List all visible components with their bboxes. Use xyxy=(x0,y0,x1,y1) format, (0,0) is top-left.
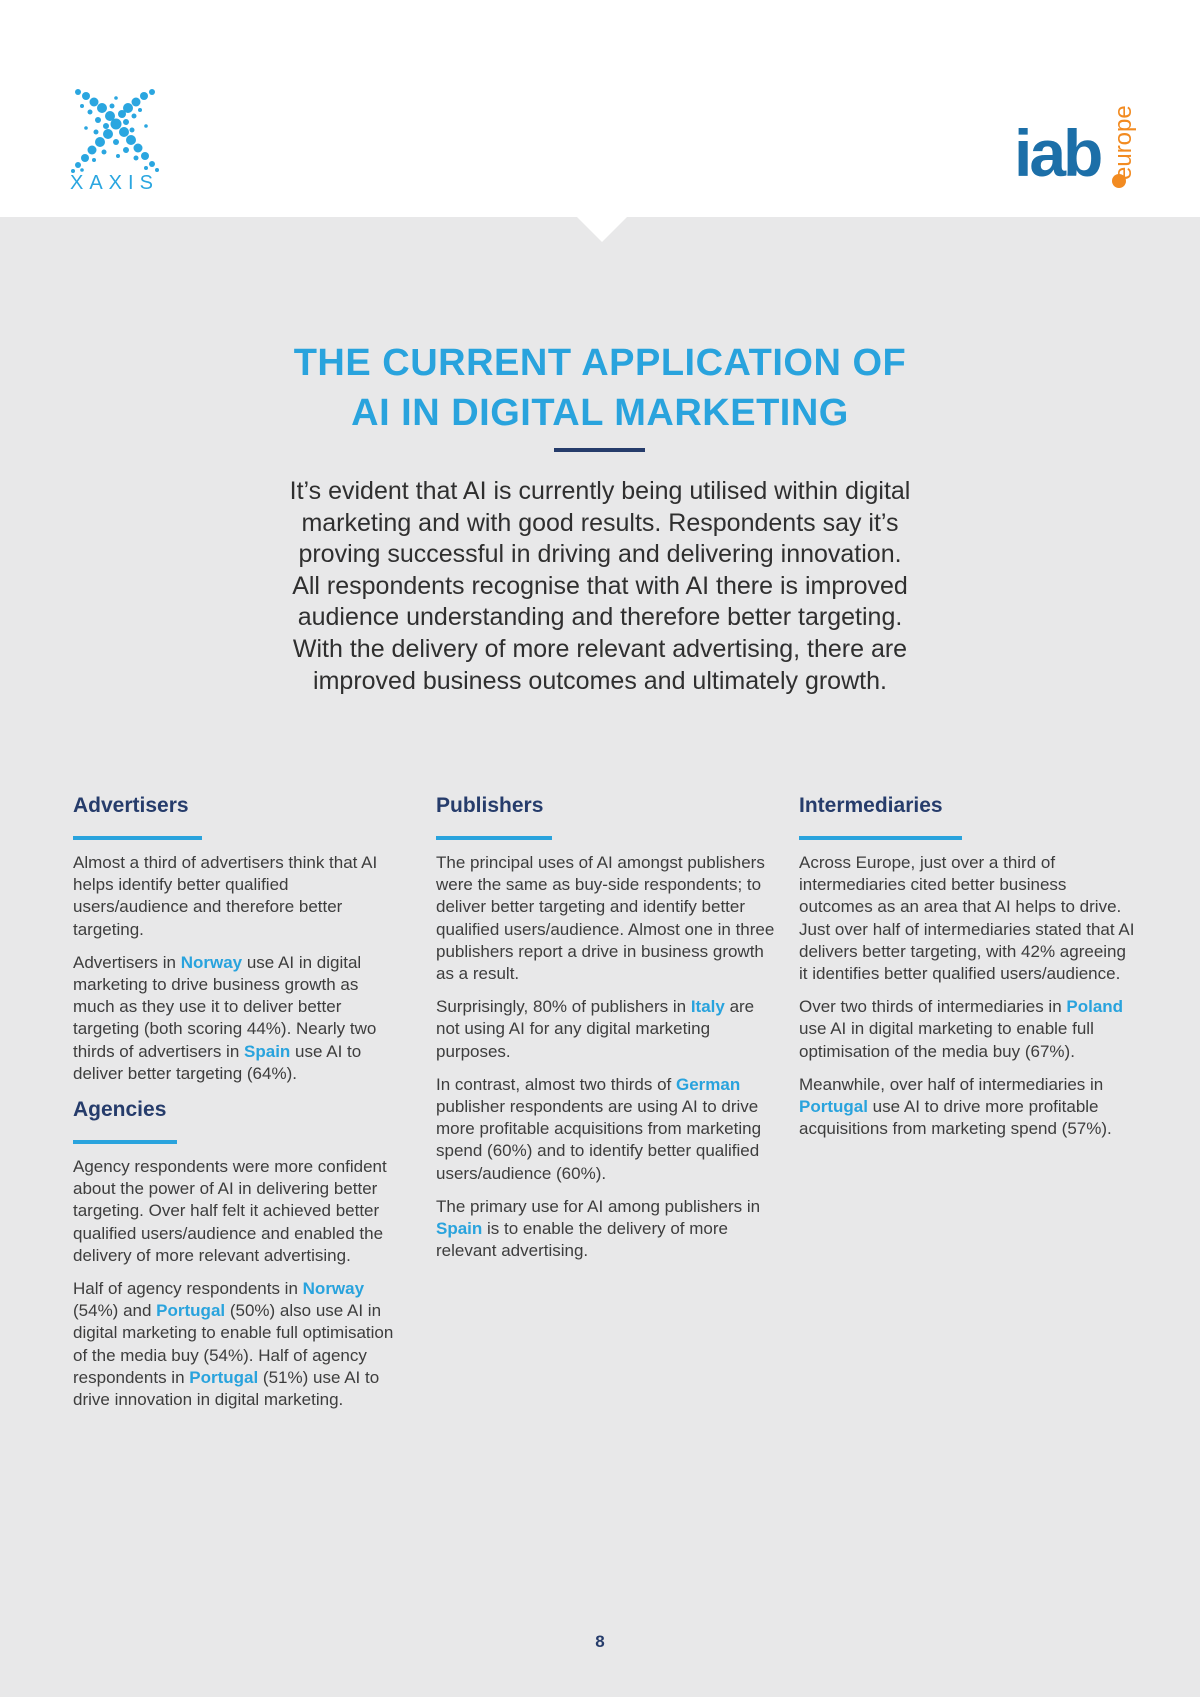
body-paragraph: Half of agency respondents in Norway (54%) and Portugal (50%) also use AI in digital marketing to enable full optimisation of the media buy (54%). Half of agency respondents in Portugal (51%) use AI to drive innovation in digital marketing. xyxy=(73,1279,394,1410)
section-heading-agencies: Agencies xyxy=(73,1098,167,1122)
intro-line: marketing and with good results. Respondents say it’s xyxy=(301,508,899,537)
country-highlight: German xyxy=(675,1074,741,1094)
body-paragraph: Almost a third of advertisers think that AI helps identify better qualified users/audience and therefore better targeting. xyxy=(73,853,378,939)
intro-line: All respondents recognise that with AI there is improved xyxy=(292,571,908,600)
section-heading-publishers: Publishers xyxy=(436,794,544,817)
country-highlight: Portugal xyxy=(189,1367,259,1387)
country-highlight: Norway xyxy=(180,952,243,972)
page-title xyxy=(150,338,1050,438)
body-paragraph: Over two thirds of intermediaries in Poland use AI in digital marketing to enable full optimisation of the media buy (67%). xyxy=(799,997,1124,1061)
country-highlight: Poland xyxy=(1066,997,1124,1017)
page-title-line: THE CURRENT APPLICATION OF xyxy=(293,342,907,384)
intro-paragraph xyxy=(200,476,1000,697)
section-underline xyxy=(73,836,202,840)
country-highlight: Spain xyxy=(436,1219,483,1239)
title-divider xyxy=(554,448,645,452)
page-title-line: AI IN DIGITAL MARKETING xyxy=(351,392,849,434)
advertisers-column xyxy=(73,792,403,1422)
iab-logo-subtext: europe xyxy=(1110,105,1137,180)
intro-line: With the delivery of more relevant advertising, there are xyxy=(292,634,908,663)
header-notch xyxy=(577,217,627,242)
page-number: 8 xyxy=(595,1632,605,1651)
country-highlight: Norway xyxy=(302,1279,365,1299)
publishers-column xyxy=(436,792,776,1273)
body-paragraph: In contrast, almost two thirds of German publisher respondents are using AI to drive more profitable acquisitions from marketing spend (60%) and to identify better qualified users/audience (60%). xyxy=(436,1074,762,1183)
section-underline xyxy=(436,836,552,840)
xaxis-logo-text: XAXIS xyxy=(70,172,159,194)
intro-line: improved business outcomes and ultimately growth. xyxy=(313,666,887,695)
iab-logo-text: iab xyxy=(1014,116,1101,190)
section-heading-intermediaries: Intermediaries xyxy=(799,794,943,817)
intermediaries-column xyxy=(799,792,1139,1151)
section-underline xyxy=(799,836,962,840)
country-highlight: Italy xyxy=(690,997,725,1017)
body-paragraph: Advertisers in Norway use AI in digital marketing to drive business growth as much as they use it to deliver better targeting (both scoring 44%). Nearly two thirds of advertisers in Spain use AI to deliver better targeting (64%). xyxy=(73,952,377,1083)
body-paragraph: Surprisingly, 80% of publishers in Italy are not using AI for any digital marketing purposes. xyxy=(436,997,755,1061)
body-paragraph: The primary use for AI among publishers in Spain is to enable the delivery of more relevant advertising. xyxy=(436,1196,761,1261)
country-highlight: Spain xyxy=(244,1041,291,1061)
body-paragraph: Across Europe, just over a third of intermediaries cited better business outcomes as an area that AI helps to drive. Just over half of intermediaries stated that AI delivers better targeting, with 42% agreeing it identifies better qualified users/audience. xyxy=(799,853,1135,984)
body-paragraph: The principal uses of AI amongst publishers were the same as buy-side respondents; to deliver better targeting and identify better qualified users/audience. Almost one in three publishers report a drive in business growth as a result. xyxy=(436,853,775,984)
body-paragraph: Agency respondents were more confident about the power of AI in delivering better targeting. Over half felt it achieved better qualified users/audience and enabled the delivery of more relevant advertising. xyxy=(73,1157,387,1265)
intro-line: proving successful in driving and delivering innovation. xyxy=(298,540,902,569)
body-paragraph: Meanwhile, over half of intermediaries in Portugal use AI to drive more profitable acquisitions from marketing spend (57%). xyxy=(799,1074,1112,1139)
country-highlight: Portugal xyxy=(156,1301,226,1321)
intro-line: It’s evident that AI is currently being utilised within digital xyxy=(289,477,911,505)
section-heading-advertisers: Advertisers xyxy=(73,794,189,817)
intro-line: audience understanding and therefore better targeting. xyxy=(297,603,903,632)
country-highlight: Portugal xyxy=(799,1097,868,1117)
section-underline xyxy=(73,1140,177,1144)
